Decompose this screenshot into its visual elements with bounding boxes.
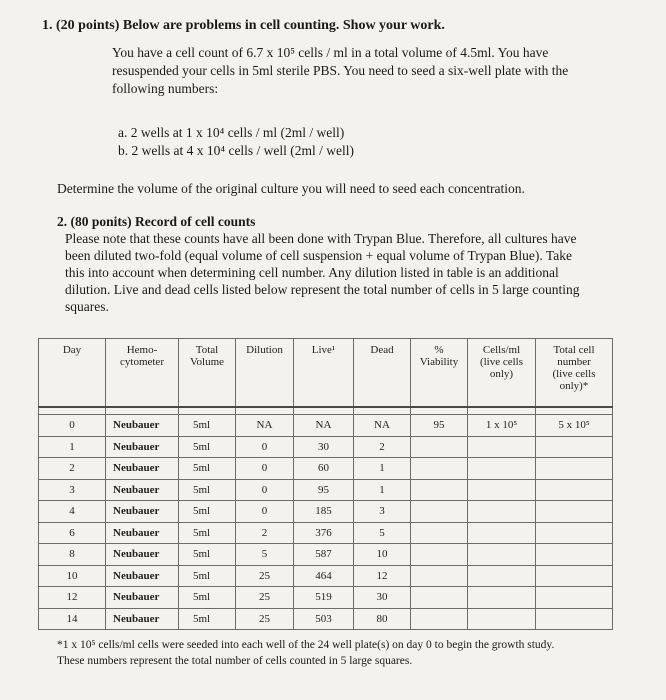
cell-viability — [411, 458, 468, 480]
cell-dilution: 2 — [236, 522, 294, 544]
cell-total-cell-number — [536, 436, 613, 458]
q2-para-line-3: this into account when determining cell number. Any dilution listed in table is an additional — [65, 265, 559, 280]
cell-viability — [411, 522, 468, 544]
cell-dilution: 0 — [236, 479, 294, 501]
cell-viability — [411, 608, 468, 630]
cell-viability: 95 — [411, 415, 468, 437]
cell-cells-per-ml — [468, 608, 536, 630]
cell-cells-per-ml — [468, 587, 536, 609]
table-row — [39, 544, 613, 566]
cell-day: 8 — [39, 544, 106, 566]
cell-dead: 80 — [354, 608, 411, 630]
cell-dilution: NA — [236, 415, 294, 437]
table-body — [39, 415, 613, 630]
q1-para-line-2: resuspended your cells in 5ml sterile PBS. You need to seed a six-well plate with the — [112, 63, 569, 78]
cell-dead: 1 — [354, 458, 411, 480]
cell-dilution: 0 — [236, 458, 294, 480]
cell-live: NA — [294, 415, 354, 437]
q1-item-b: b. 2 wells at 4 x 10⁴ cells / well (2ml / well) — [118, 143, 355, 158]
cell-total-volume: 5ml — [179, 587, 236, 609]
footnote-line-2: These numbers represent the total number of cells counted in 5 large squares. — [57, 655, 413, 667]
cell-day: 10 — [39, 565, 106, 587]
cell-viability — [411, 436, 468, 458]
cell-total-volume: 5ml — [179, 544, 236, 566]
header-live: Live¹ — [294, 339, 354, 408]
header-dead: Dead — [354, 339, 411, 408]
cell-total-cell-number — [536, 479, 613, 501]
table-row — [39, 415, 613, 437]
table-spacer-row — [39, 407, 613, 415]
cell-day: 2 — [39, 458, 106, 480]
cell-dilution: 25 — [236, 587, 294, 609]
cell-cells-per-ml — [468, 479, 536, 501]
cell-total-volume: 5ml — [179, 436, 236, 458]
cell-day: 6 — [39, 522, 106, 544]
cell-total-cell-number: 5 x 10⁵ — [536, 415, 613, 437]
header-cells-per-ml: Cells/ml (live cells only) — [468, 339, 536, 408]
cell-dead: NA — [354, 415, 411, 437]
cell-cells-per-ml — [468, 522, 536, 544]
table-row — [39, 501, 613, 523]
cell-hemocytometer: Neubauer — [106, 544, 179, 566]
header-dilution: Dilution — [236, 339, 294, 408]
table-row — [39, 458, 613, 480]
q2-heading: 2. (80 ponits) Record of cell counts — [57, 214, 256, 229]
cell-dilution: 5 — [236, 544, 294, 566]
cell-live: 60 — [294, 458, 354, 480]
cell-dead: 3 — [354, 501, 411, 523]
cell-cells-per-ml — [468, 565, 536, 587]
cell-live: 376 — [294, 522, 354, 544]
q2-para-line-5: squares. — [65, 299, 109, 314]
cell-day: 4 — [39, 501, 106, 523]
table-row — [39, 608, 613, 630]
cell-total-volume: 5ml — [179, 501, 236, 523]
q1-determine: Determine the volume of the original culture you will need to seed each concentration. — [57, 181, 525, 196]
cell-hemocytometer: Neubauer — [106, 415, 179, 437]
cell-total-cell-number — [536, 501, 613, 523]
cell-dilution: 0 — [236, 501, 294, 523]
cell-day: 1 — [39, 436, 106, 458]
cell-total-volume: 5ml — [179, 565, 236, 587]
cell-dead: 5 — [354, 522, 411, 544]
cell-cells-per-ml — [468, 436, 536, 458]
q1-para-line-1: You have a cell count of 6.7 x 10⁵ cells / ml in a total volume of 4.5ml. You have — [112, 45, 549, 60]
cell-hemocytometer: Neubauer — [106, 522, 179, 544]
cell-cells-per-ml — [468, 544, 536, 566]
cell-total-cell-number — [536, 608, 613, 630]
header-viability: % Viability — [411, 339, 468, 408]
cell-live: 519 — [294, 587, 354, 609]
cell-dead: 10 — [354, 544, 411, 566]
cell-hemocytometer: Neubauer — [106, 587, 179, 609]
q2-para-line-1: Please note that these counts have all been done with Trypan Blue. Therefore, all cultures have — [65, 231, 577, 246]
cell-cells-per-ml — [468, 458, 536, 480]
cell-viability — [411, 587, 468, 609]
cell-dead: 2 — [354, 436, 411, 458]
cell-day: 12 — [39, 587, 106, 609]
cell-hemocytometer: Neubauer — [106, 436, 179, 458]
cell-total-volume: 5ml — [179, 458, 236, 480]
cell-day: 14 — [39, 608, 106, 630]
cell-total-volume: 5ml — [179, 415, 236, 437]
table-row — [39, 565, 613, 587]
cell-live: 95 — [294, 479, 354, 501]
cell-day: 3 — [39, 479, 106, 501]
cell-count-table — [38, 338, 613, 630]
cell-viability — [411, 479, 468, 501]
header-total-cell-number: Total cell number (live cells only)* — [536, 339, 613, 408]
q1-item-a: a. 2 wells at 1 x 10⁴ cells / ml (2ml / well) — [118, 125, 345, 140]
cell-hemocytometer: Neubauer — [106, 458, 179, 480]
cell-total-cell-number — [536, 544, 613, 566]
cell-hemocytometer: Neubauer — [106, 565, 179, 587]
cell-dead: 30 — [354, 587, 411, 609]
cell-total-volume: 5ml — [179, 479, 236, 501]
table-row — [39, 522, 613, 544]
cell-hemocytometer: Neubauer — [106, 479, 179, 501]
cell-live: 30 — [294, 436, 354, 458]
cell-live: 587 — [294, 544, 354, 566]
cell-viability — [411, 565, 468, 587]
cell-cells-per-ml: 1 x 10⁵ — [468, 415, 536, 437]
cell-viability — [411, 501, 468, 523]
header-hemocytometer: Hemo- cytometer — [106, 339, 179, 408]
table-row — [39, 587, 613, 609]
cell-dead: 12 — [354, 565, 411, 587]
header-day: Day — [39, 339, 106, 408]
cell-live: 185 — [294, 501, 354, 523]
cell-hemocytometer: Neubauer — [106, 501, 179, 523]
cell-total-cell-number — [536, 522, 613, 544]
q2-para-line-2: been diluted two-fold (equal volume of cell suspension + equal volume of Trypan Blue). Take — [65, 248, 572, 263]
footnote-line-1: *1 x 10⁵ cells/ml cells were seeded into each well of the 24 well plate(s) on day 0 to begin the growth study. — [57, 639, 555, 651]
cell-live: 503 — [294, 608, 354, 630]
cell-total-cell-number — [536, 565, 613, 587]
cell-total-cell-number — [536, 458, 613, 480]
table-row — [39, 436, 613, 458]
cell-cells-per-ml — [468, 501, 536, 523]
cell-dilution: 0 — [236, 436, 294, 458]
cell-live: 464 — [294, 565, 354, 587]
q2-para-line-4: dilution. Live and dead cells listed below represent the total number of cells in 5 large counting — [65, 282, 580, 297]
cell-dead: 1 — [354, 479, 411, 501]
cell-total-volume: 5ml — [179, 608, 236, 630]
cell-dilution: 25 — [236, 565, 294, 587]
cell-day: 0 — [39, 415, 106, 437]
cell-total-volume: 5ml — [179, 522, 236, 544]
table-header-row — [39, 339, 613, 408]
q1-para-line-3: following numbers: — [112, 81, 219, 96]
table-row — [39, 479, 613, 501]
cell-dilution: 25 — [236, 608, 294, 630]
header-total-volume: Total Volume — [179, 339, 236, 408]
cell-total-cell-number — [536, 587, 613, 609]
cell-hemocytometer: Neubauer — [106, 608, 179, 630]
q1-heading: 1. (20 points) Below are problems in cell counting. Show your work. — [42, 18, 445, 33]
cell-viability — [411, 544, 468, 566]
